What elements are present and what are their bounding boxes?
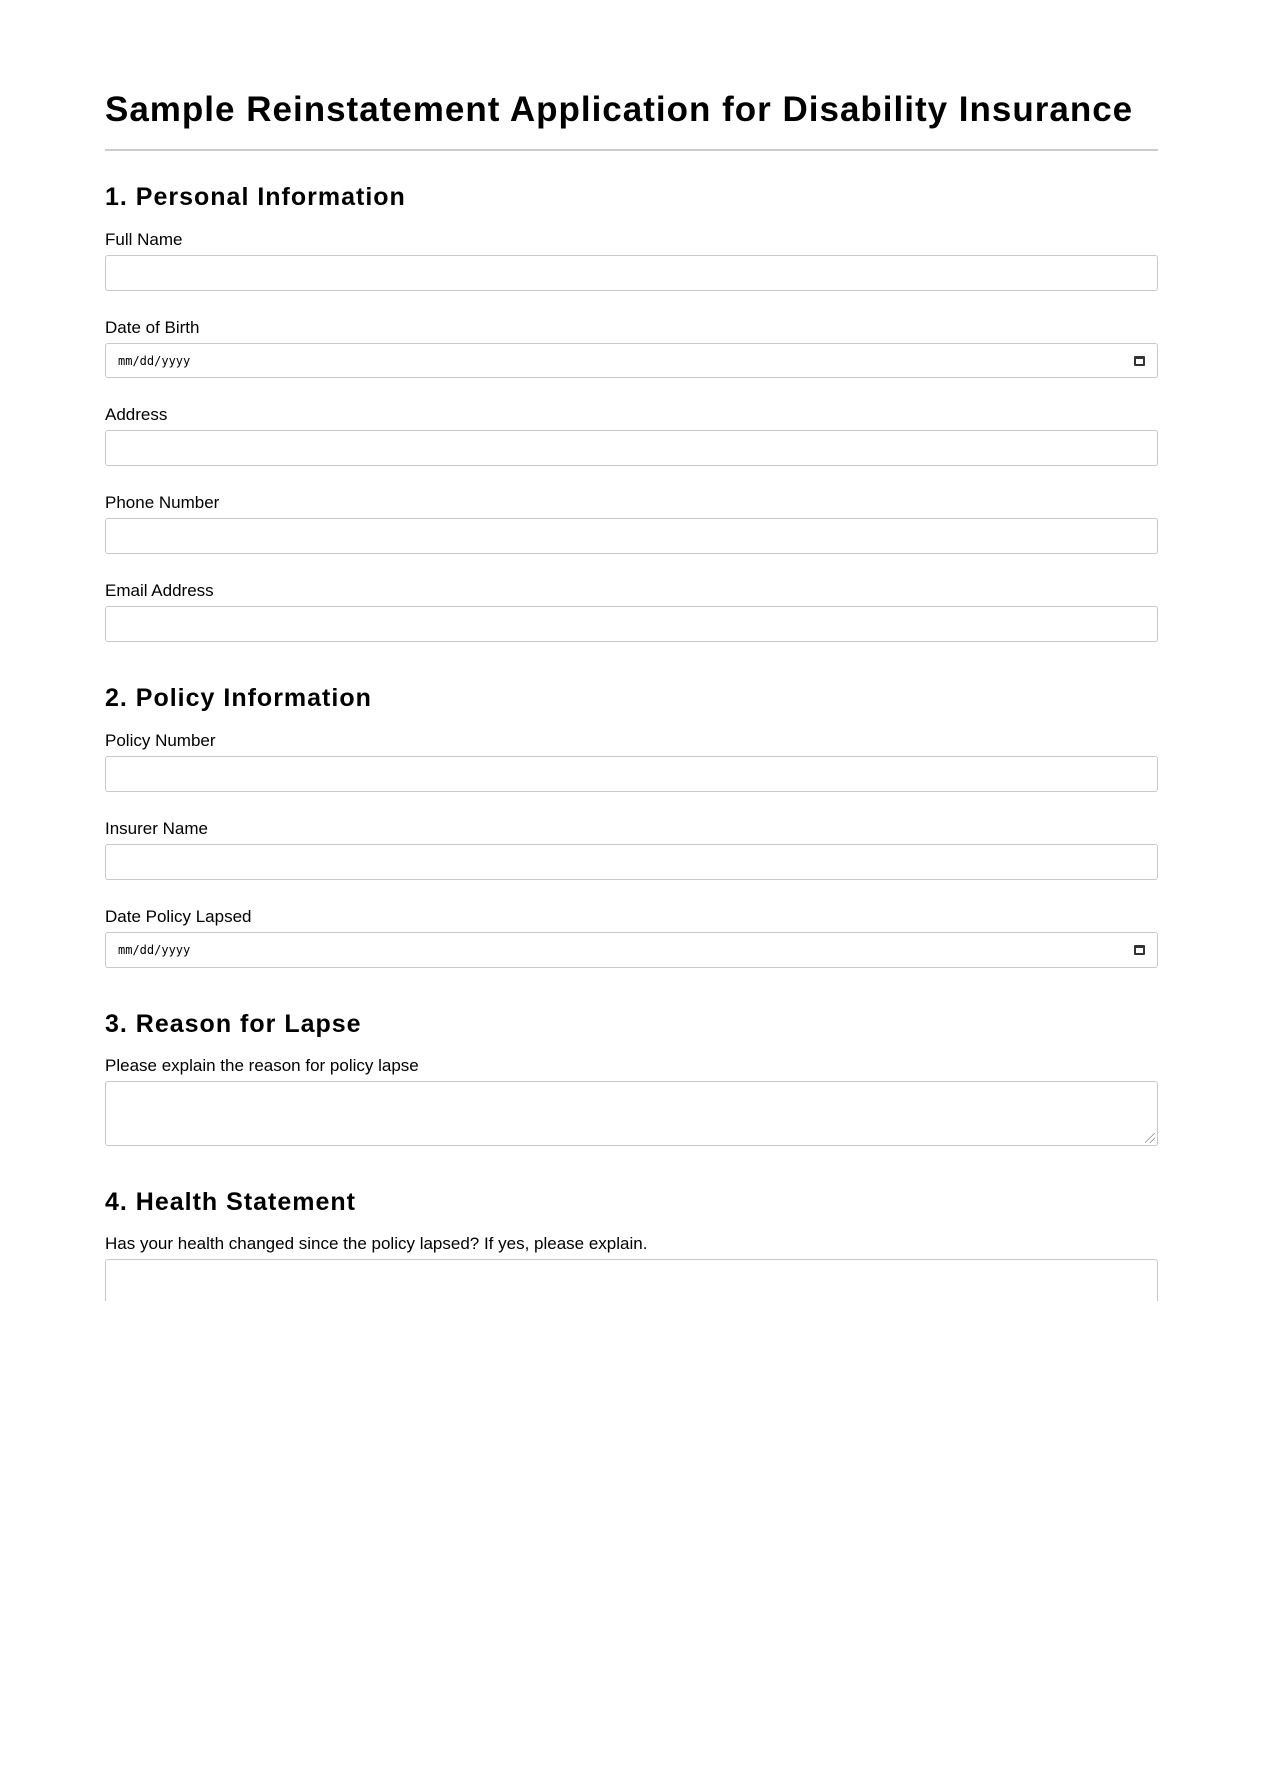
health-change-label: Has your health changed since the policy lapsed? If yes, please explain. xyxy=(105,1234,648,1253)
phone-number-label: Phone Number xyxy=(105,493,220,512)
insurer-name-label: Insurer Name xyxy=(105,819,208,838)
email-address-input[interactable] xyxy=(105,606,1158,642)
section-heading-reason-for-lapse: 3. Reason for Lapse xyxy=(105,1010,362,1038)
date-policy-lapsed-input[interactable] xyxy=(105,932,1158,968)
date-of-birth-label: Date of Birth xyxy=(105,318,200,337)
page-title: Sample Reinstatement Application for Disability Insurance xyxy=(105,90,1134,129)
reason-for-lapse-label: Please explain the reason for policy lapse xyxy=(105,1056,419,1075)
insurer-name-input[interactable] xyxy=(105,844,1158,880)
section-heading-health-statement: 4. Health Statement xyxy=(105,1188,357,1216)
date-of-birth-input[interactable] xyxy=(105,343,1158,378)
full-name-label: Full Name xyxy=(105,230,183,249)
date-policy-lapsed-label: Date Policy Lapsed xyxy=(105,907,252,926)
address-label: Address xyxy=(105,405,168,424)
resize-handle-icon[interactable] xyxy=(1145,1133,1155,1143)
email-address-label: Email Address xyxy=(105,581,214,600)
full-name-input[interactable] xyxy=(105,255,1158,291)
phone-number-input[interactable] xyxy=(105,518,1158,554)
address-input[interactable] xyxy=(105,430,1158,466)
section-heading-personal-information: 1. Personal Information xyxy=(105,183,406,211)
date-policy-lapsed-placeholder: mm/dd/yyyy xyxy=(118,943,191,957)
policy-number-input[interactable] xyxy=(105,756,1158,792)
title-divider xyxy=(105,149,1158,151)
policy-number-label: Policy Number xyxy=(105,731,216,750)
calendar-icon[interactable] xyxy=(1134,356,1145,366)
date-of-birth-placeholder: mm/dd/yyyy xyxy=(118,353,191,368)
calendar-icon[interactable] xyxy=(1134,945,1145,955)
reason-for-lapse-textarea[interactable] xyxy=(105,1081,1158,1146)
section-heading-policy-information: 2. Policy Information xyxy=(105,684,372,712)
page-blank-area xyxy=(0,1301,1263,1781)
